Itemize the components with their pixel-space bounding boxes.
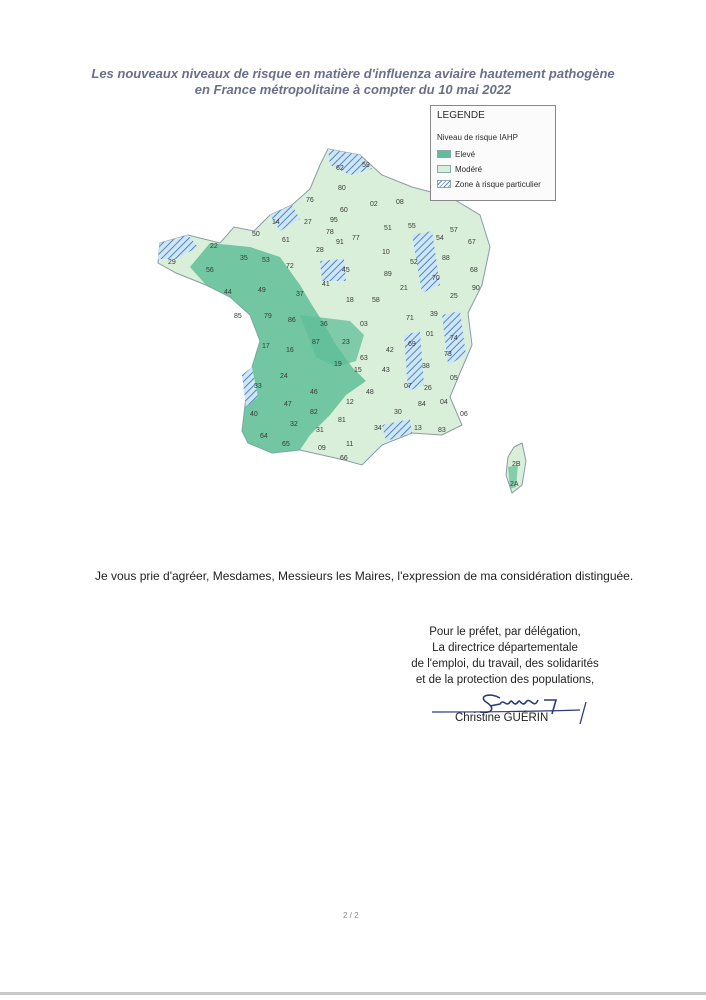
dept-label: 76 [306,197,314,204]
page-number: 2 / 2 [343,911,359,920]
dept-label: 18 [346,297,354,304]
dept-label: 24 [280,373,288,380]
dept-label: 68 [470,267,478,274]
dept-label: 47 [284,401,292,408]
dept-label: 30 [394,409,402,416]
dept-label: 77 [352,235,360,242]
dept-label: 57 [450,227,458,234]
dept-label: 17 [262,343,270,350]
dept-label: 27 [304,219,312,226]
dept-label: 11 [346,441,354,448]
dept-label: 86 [288,317,296,324]
dept-label: 81 [338,417,346,424]
closing-paragraph: Je vous prie d'agréer, Mesdames, Messieurs les Maires, l'expression de ma considération distinguée. [95,569,634,583]
dept-label: 36 [320,321,328,328]
dept-label: 31 [316,427,324,434]
map-legend [430,105,556,201]
dept-label: 14 [272,219,280,226]
dept-label: 80 [338,185,346,192]
legend-swatch-zone [437,180,451,188]
dept-label: 85 [234,313,242,320]
dept-label: 01 [426,331,434,338]
dept-label: 25 [450,293,458,300]
dept-label: 04 [440,399,448,406]
dept-label: 12 [346,399,354,406]
dept-label: 67 [468,239,476,246]
dept-label: 52 [410,259,418,266]
dept-label: 32 [290,421,298,428]
signature-line-1: Pour le préfet, par délégation, [429,626,581,638]
dept-label: 40 [250,411,258,418]
dept-label: 74 [450,335,458,342]
dept-label: 82 [310,409,318,416]
dept-label: 63 [360,355,368,362]
dept-label: 35 [240,255,248,262]
page-title [40,66,666,98]
dept-label: 89 [384,271,392,278]
dept-label: 48 [366,389,374,396]
dept-label: 78 [326,229,334,236]
signature-line-3: de l'emploi, du travail, des solidarités [411,658,599,670]
dept-label: 16 [286,347,294,354]
dept-label: 87 [312,339,320,346]
dept-label: 53 [262,257,270,264]
dept-label: 59 [362,162,370,169]
legend-item-moderate [437,164,482,174]
dept-label: 84 [418,401,426,408]
dept-label: 65 [282,441,290,448]
dept-label: 56 [206,267,214,274]
dept-label: 02 [370,201,378,208]
legend-swatch-moderate [437,165,451,173]
dept-label: 66 [340,455,348,462]
dept-label: 64 [260,433,268,440]
dept-label: 71 [406,315,414,322]
legend-label-moderate: Modéré [455,164,483,174]
dept-label: 37 [296,291,304,298]
dept-label: 15 [354,367,362,374]
dept-label: 19 [334,361,342,368]
dept-label: 58 [372,297,380,304]
legend-label-high: Elevé [455,149,476,159]
dept-label: 90 [472,285,480,292]
dept-label: 26 [424,385,432,392]
legend-subtitle: Niveau de risque IAHP [437,133,518,142]
dept-label: 29 [168,259,176,266]
dept-label: 03 [360,321,368,328]
dept-label: 49 [258,287,266,294]
dept-label: 88 [442,255,450,262]
signature-block [380,624,630,688]
dept-label: 43 [382,367,390,374]
title-line-1: Les nouveaux niveaux de risque en matière d'influenza aviaire hautement pathogène [91,66,615,81]
dept-label: 38 [422,363,430,370]
dept-label: 46 [310,389,318,396]
dept-label: 23 [342,339,350,346]
legend-label-zone: Zone à risque particulier [455,179,541,189]
dept-label: 13 [414,425,422,432]
dept-label: 60 [340,207,348,214]
legend-title: LEGENDE [437,110,485,121]
dept-label: 50 [252,231,260,238]
legend-item-high [437,149,475,159]
dept-label: 42 [386,347,394,354]
dept-label: 21 [400,285,408,292]
signature-line-2: La directrice départementale [432,642,578,654]
dept-label: 22 [210,243,218,250]
signer-name: Christine GUÉRIN [455,712,549,724]
dept-label: 73 [444,351,452,358]
dept-label: 39 [430,311,438,318]
dept-label: 55 [408,223,416,230]
title-line-2: en France métropolitaine à compter du 10 mai 2022 [194,82,512,97]
legend-swatch-high [437,150,451,158]
dept-label: 79 [264,313,272,320]
dept-label: 28 [316,247,324,254]
dept-label: 45 [342,267,350,274]
dept-label: 08 [396,199,404,206]
dept-label: 62 [336,165,344,172]
dept-label: 72 [286,263,294,270]
dept-label: 2B [512,461,521,468]
dept-label: 95 [330,217,338,224]
signature-line-4: et de la protection des populations, [415,674,595,686]
dept-label: 06 [460,411,468,418]
dept-label: 2A [510,481,519,488]
dept-label: 51 [384,225,392,232]
dept-label: 61 [282,237,290,244]
dept-label: 34 [374,425,382,432]
dept-label: 70 [432,275,440,282]
dept-label: 09 [318,445,326,452]
dept-label: 54 [436,235,444,242]
dept-label: 83 [438,427,446,434]
page-bottom-rule [0,992,706,995]
dept-label: 05 [450,375,458,382]
dept-label: 33 [254,383,262,390]
dept-label: 91 [336,239,344,246]
dept-label: 07 [404,383,412,390]
dept-label: 44 [224,289,232,296]
dept-label: 69 [408,341,416,348]
dept-label: 41 [322,281,330,288]
dept-label: 10 [382,249,390,256]
legend-item-zone [437,179,541,189]
